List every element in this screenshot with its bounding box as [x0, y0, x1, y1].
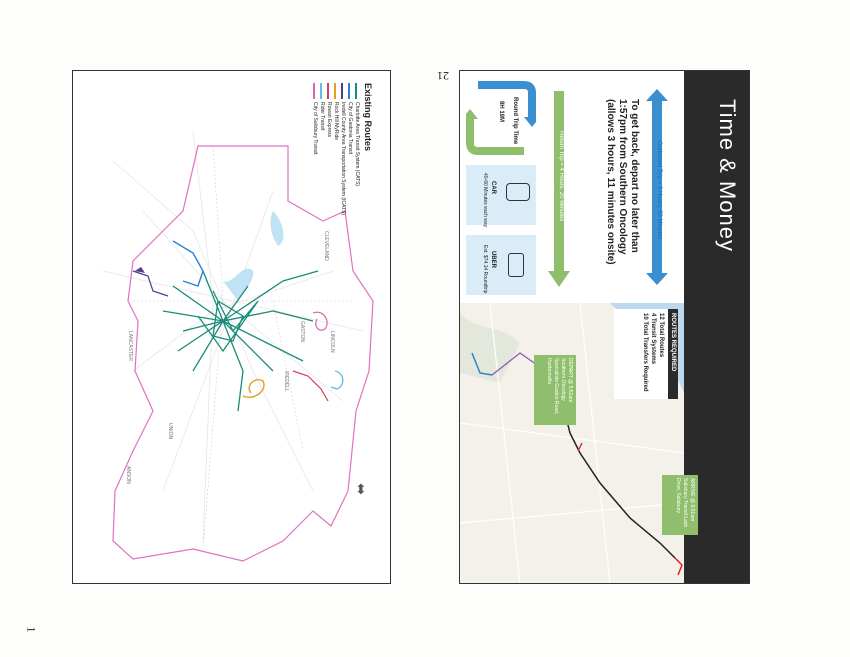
return-trip-text: Return Trip = 4 Hours, 20 Minutes	[558, 131, 564, 222]
info-panel	[460, 71, 684, 303]
uber-label: UBER	[490, 251, 496, 269]
slide-title: Time & Money	[715, 99, 740, 253]
round-trip-label: Round Trip Time	[512, 97, 518, 145]
county-label: CLEVELAND	[323, 231, 329, 261]
car-detail: 40-60 Minutes each way	[482, 173, 488, 228]
car-icon	[506, 183, 530, 201]
legend-title: Existing Routes	[363, 83, 373, 152]
legend-item-cats: Charlotte Area Transit System (CATS)	[353, 83, 360, 233]
legend-item-rowan: Rowan Express	[325, 83, 332, 233]
page-number-right: 21	[437, 69, 449, 83]
county-label: UNION	[167, 423, 173, 440]
routes-required-item: 12 Total Routes	[658, 313, 664, 358]
sheet-number: 1	[24, 626, 39, 633]
uber-option	[466, 235, 536, 295]
round-trip-cycle	[466, 77, 536, 159]
legend-item-icats: Iredell County Area Transportation System (ICATS)	[339, 83, 346, 233]
routes-required-list	[638, 309, 668, 399]
round-trip-value: 8H 19M	[498, 101, 504, 123]
uber-detail: Est. $74.14 Roundtrip	[482, 245, 488, 294]
county-label: IREDELL	[283, 371, 289, 392]
compass-icon: ⬍	[355, 481, 367, 497]
slide-time-money	[459, 70, 750, 584]
legend-item-rider: Rider Transit	[318, 83, 325, 233]
legend	[311, 83, 373, 233]
county-label: GASTON	[299, 321, 305, 343]
legend-item-salisbury: City of Salisbury Transit	[311, 83, 318, 233]
county-label: LANCASTER	[127, 331, 133, 362]
county-label: LINCOLN	[329, 331, 335, 353]
routes-required-item: 10 Total Transfers Required	[642, 313, 648, 392]
slide-existing-routes	[72, 70, 391, 584]
car-option	[466, 165, 536, 228]
car-label: CAR	[490, 181, 496, 194]
arrive-box: ARRIVE @ 9:51am Salisbury Transit Lash Drive, Salisbury	[662, 475, 698, 535]
legend-item-rock-hill: Rock Hill MyRide	[332, 83, 339, 233]
depart-box: DEPART @ 5:51am Southern Oncology Specialists Gaston Road, Huntersville	[534, 355, 576, 425]
phone-icon	[508, 253, 524, 277]
county-label: ANSON	[125, 466, 131, 484]
routes-required-title: ROUTES REQUIRED	[668, 309, 678, 399]
route-map	[460, 303, 695, 583]
routes-required-item: 4 Transit Systems	[650, 313, 656, 365]
legend-item-gastonia: City of Gastonia Transit	[346, 83, 353, 233]
routes-required-box	[614, 309, 678, 399]
outbound-trip-text: Outbound Trip = 3 Hours, 59 Minutes	[656, 141, 662, 240]
instruction-text: To get back, depart no later than 1:57pm from Southern Oncology (allows 3 hours, 11 minutes onsite)	[605, 99, 640, 265]
